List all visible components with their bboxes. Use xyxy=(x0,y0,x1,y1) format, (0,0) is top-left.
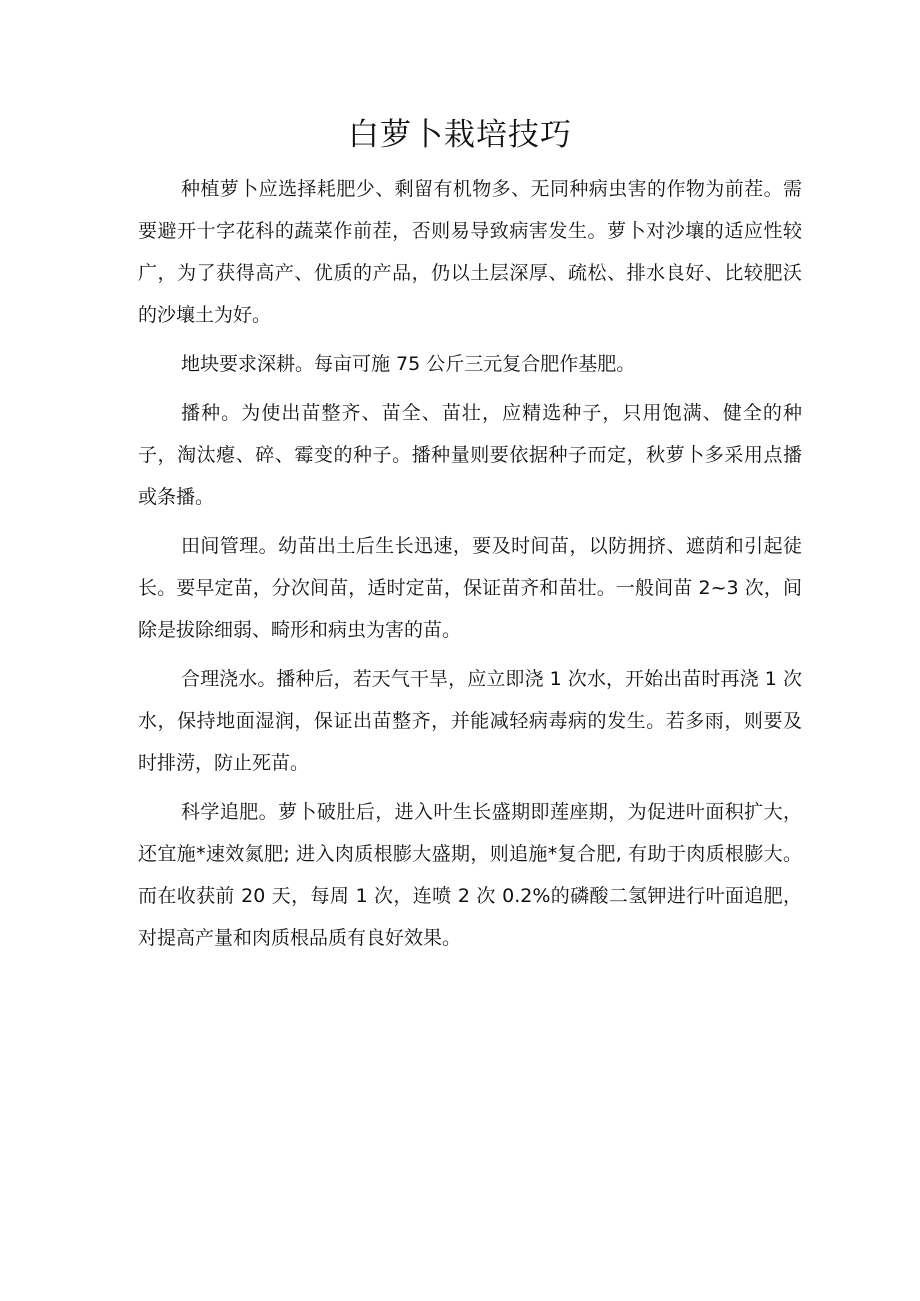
paragraph-field-management: 田间管理。幼苗出土后生长迅速，要及时间苗，以防拥挤、遮荫和引起徒长。要早定苗，分次间苗，适时定苗，保证苗齐和苗壮。一般间苗 2~3 次，间除是拔除细弱、畸形和病虫为害的苗。 xyxy=(138,535,802,641)
paragraph-rotation: 种植萝卜应选择耗肥少、剩留有机物多、无同种病虫害的作物为前茬。需要避开十字花科的蔬菜作前茬，否则易导致病害发生。萝卜对沙壤的适应性较广，为了获得高产、优质的产品，仍以土层深厚、疏松、排水良好、比较肥沃的沙壤土为好。 xyxy=(138,178,802,326)
paragraph-fertilizing: 科学追肥。萝卜破肚后，进入叶生长盛期即莲座期，为促进叶面积扩大，还宜施*速效氮肥; 进入肉质根膨大盛期，则追施*复合肥, 有助于肉质根膨大。而在收获前 20 天，每周 1 次，连喷 2 次 0.2%的磷酸二氢钾进行叶面追肥，对提高产量和肉质根品质有良好效果。 xyxy=(138,801,802,949)
paragraph-watering: 合理浇水。播种后，若天气干旱，应立即浇 1 次水，开始出苗时再浇 1 次水，保持地面湿润，保证出苗整齐，并能减轻病毒病的发生。若多雨，则要及时排涝，防止死苗。 xyxy=(138,668,802,774)
document-title: 白萝卜栽培技巧 xyxy=(348,117,572,153)
paragraph-sowing: 播种。为使出苗整齐、苗全、苗壮，应精选种子，只用饱满、健全的种子，淘汰瘪、碎、霉变的种子。播种量则要依据种子而定，秋萝卜多采用点播或条播。 xyxy=(138,402,802,508)
document-body xyxy=(138,168,802,966)
paragraph-tillage: 地块要求深耕。每亩可施 75 公斤三元复合肥作基肥。 xyxy=(181,353,636,375)
